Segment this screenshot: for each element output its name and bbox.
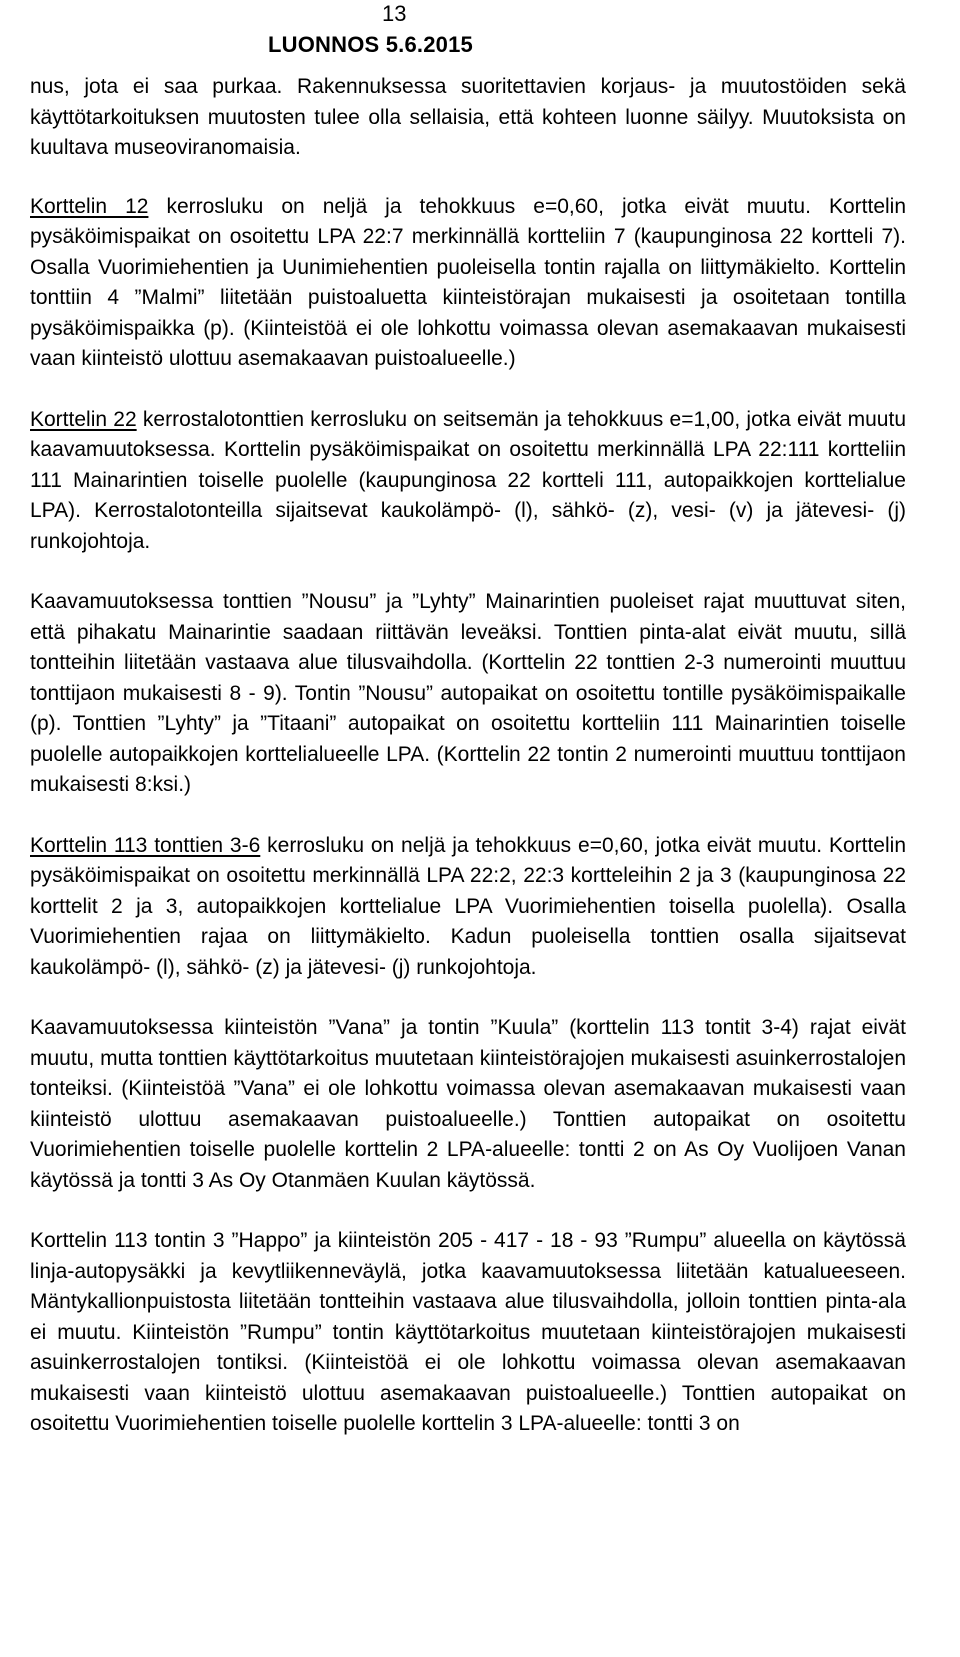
paragraph-text: nus, jota ei saa purkaa. Rakennuksessa suoritettavien korjaus- ja muutostöiden sekä käyttötarkoituksen muutosten tulee olla sellaisia, että kohteen luonne säilyy. Muutoksista on kuultava museoviranomaisia.: [30, 75, 906, 159]
page-header: [0, 0, 960, 60]
paragraph-4: [30, 587, 906, 801]
paragraph-6: [30, 1013, 906, 1196]
document-body: [30, 72, 906, 1470]
block-reference: Korttelin 22: [30, 407, 137, 431]
paragraph-2: [30, 192, 906, 375]
page-number: 13: [382, 1, 407, 26]
paragraph-text: Kaavamuutoksessa tonttien ”Nousu” ja ”Lyhty” Mainarintien puoleiset rajat muuttuvat siten, että pihakatu Mainarintie saadaan riittävän leveäksi. Tonttien pinta-alat eivät muutu, sillä tontteihin liitetään vastaava alue tilusvaihdolla. (Korttelin 22 tonttien 2-3 numerointi muuttuu tonttijaon mukaisesti 8 - 9). Tontin ”Nousu” autopaikat on osoitettu tontille pysäköimispaikalle (p). Tonttien ”Lyhty” ja ”Titaani” autopaikat on osoitettu kortteliin 111 Mainarintien toiselle puolelle autopaikkojen korttelialueelle LPA. (Korttelin 22 tontin 2 numerointi muuttuu tonttijaon mukaisesti 8:ksi.): [30, 590, 906, 796]
paragraph-1: [30, 72, 906, 164]
draft-label: LUONNOS 5.6.2015: [268, 32, 473, 57]
paragraph-text: kerrostalotonttien kerrosluku on seitsemän ja tehokkuus e=1,00, jotka eivät muutu kaavamuutoksessa. Korttelin pysäköimispaikat on osoitettu merkinnällä LPA 22:111 kortteliin 111 Mainarintien toiselle puolelle (kaupunginosa 22 kortteli 111, autopaikkojen korttelialue LPA). Kerrostalotonteilla sijaitsevat kaukolämpö- (l), sähkö- (z), vesi- (v) ja jätevesi- (j) runkojohtoja.: [30, 407, 906, 553]
paragraph-7: [30, 1226, 906, 1440]
paragraph-5: [30, 831, 906, 984]
block-reference: Korttelin 113 tonttien 3-6: [30, 833, 261, 857]
paragraph-text: kerrosluku on neljä ja tehokkuus e=0,60, jotka eivät muutu. Korttelin pysäköimispaikat on osoitettu merkinnällä LPA 22:2, 22:3 kortteleihin 2 ja 3 (kaupunginosa 22 korttelit 2 ja 3, autopaikkojen korttelialue LPA Vuorimiehentien toisella puolella). Osalla Vuorimiehentien rajaa on liittymäkielto. Kadun puoleisella tonttien osalla sijaitsevat kaukolämpö- (l), sähkö- (z) ja jätevesi- (j) runkojohtoja.: [30, 833, 907, 979]
block-reference: Korttelin 12: [30, 194, 149, 218]
paragraph-text: kerrosluku on neljä ja tehokkuus e=0,60, jotka eivät muutu. Korttelin pysäköimispaikat on osoitettu LPA 22:7 merkinnällä kortteliin 7 (kaupunginosa 22 kortteli 7). Osalla Vuorimiehentien ja Uunimiehentien puoleisella tontin rajalla on liittymäkielto. Korttelin tonttiin 4 ”Malmi” liitetään puistoaluetta kiinteistörajan mukaisesti ja osoitetaan tontilla pysäköimispaikka (p). (Kiinteistöä ei ole lohkottu voimassa olevan asemakaavan mukaisesti vaan kiinteistö ulottuu asemakaavan puistoalueelle.): [30, 194, 907, 370]
paragraph-3: [30, 405, 906, 558]
paragraph-text: Kaavamuutoksessa kiinteistön ”Vana” ja tontin ”Kuula” (korttelin 113 tontit 3-4) rajat eivät muutu, mutta tonttien käyttötarkoitus muutetaan kiinteistörajojen mukaisesti asuinkerrostalojen tonteiksi. (Kiinteistöä ”Vana” ei ole lohkottu voimassa olevan asemakaavan mukaisesti vaan kiinteistö ulottuu asemakaavan puistoalueelle.) Tonttien autopaikat on osoitettu Vuorimiehentien toiselle puolelle korttelin 2 LPA-alueelle: tontti 2 on As Oy Vuolijoen Vanan käytössä ja tontti 3 As Oy Otanmäen Kuulan käytössä.: [30, 1016, 906, 1192]
paragraph-text: Korttelin 113 tontin 3 ”Happo” ja kiinteistön 205 - 417 - 18 - 93 ”Rumpu” alueella on käytössä linja-autopysäkki ja kevytliikenneväylä, jotka kaavamuutoksessa liitetään katualueeseen. Mäntykallionpuistosta liitetään tontteihin vastaava alue tilusvaihdolla, jolloin tonttien pinta-ala ei muutu. Kiinteistön ”Rumpu” tontin käyttötarkoitus muutetaan kiinteistörajojen mukaisesti asuinkerrostalojen tontiksi. (Kiinteistöä ei ole lohkottu voimassa olevan asemakaavan mukaisesti vaan kiinteistö ulottuu asemakaavan puistoalueelle.) Tonttien autopaikat on osoitettu Vuorimiehentien toiselle puolelle korttelin 3 LPA-alueelle: tontti 3 on: [30, 1229, 906, 1435]
